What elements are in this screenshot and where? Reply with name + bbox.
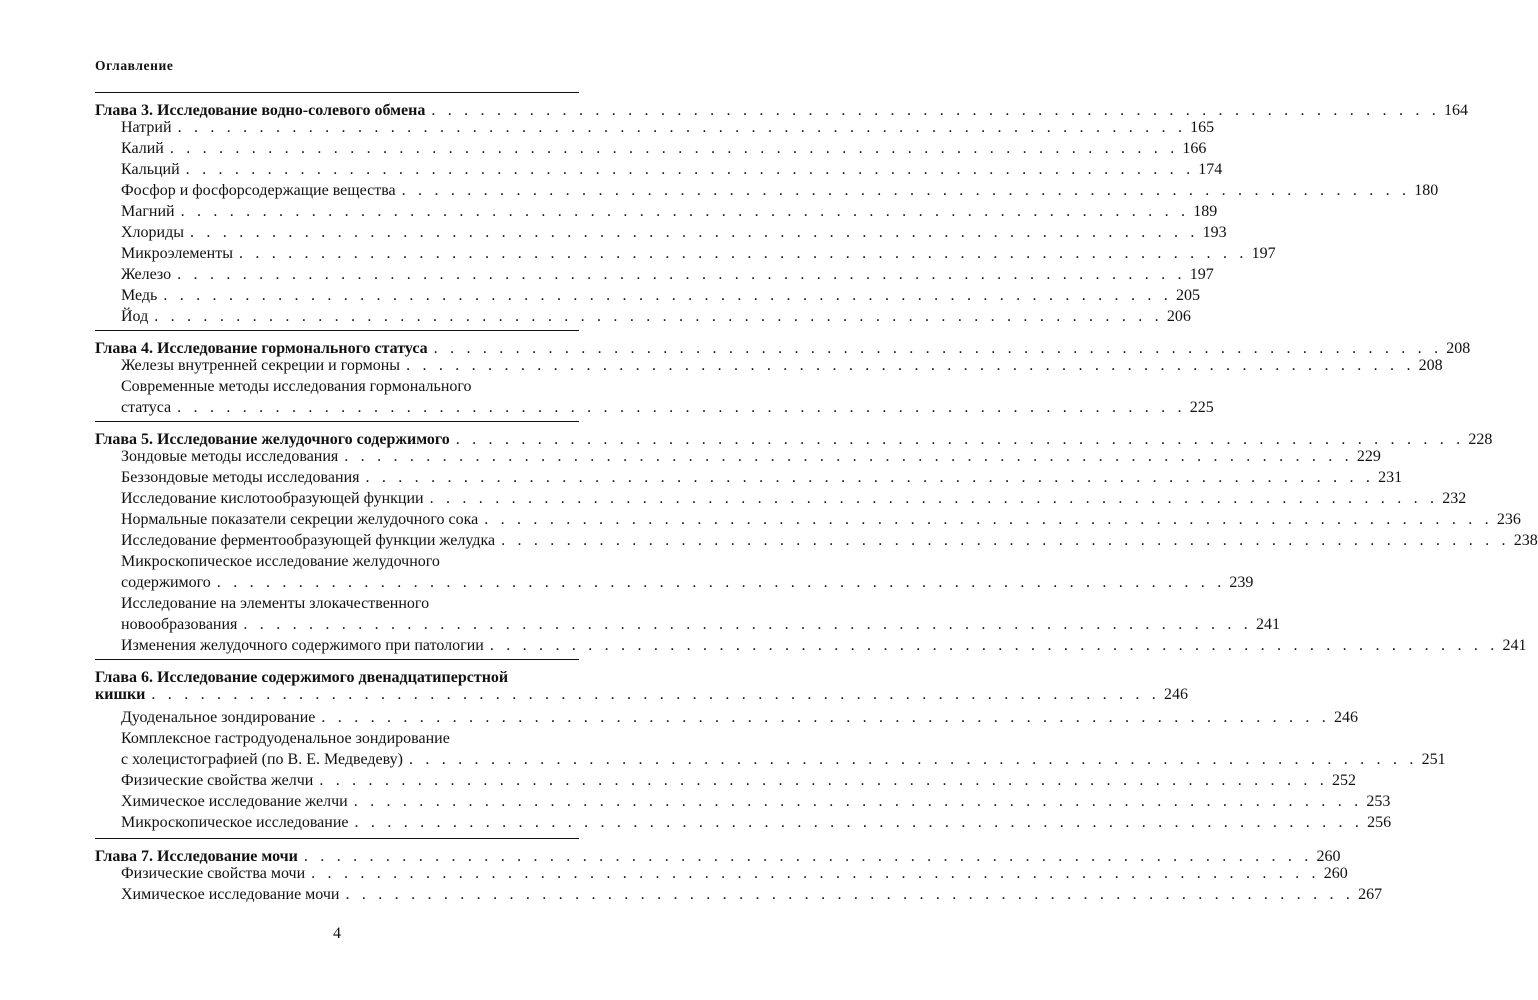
- leader-dots: . . . . . . . . . . . . . . . . . . . . . . . . . . . . . . . . . . . . . . . . . . . . . . . . . . . . . . . . . . . . . .: [484, 511, 1493, 528]
- toc-page-number: 228: [1468, 431, 1493, 448]
- toc-page-number: 208: [1446, 340, 1471, 357]
- toc-entry[interactable]: [95, 813, 1392, 833]
- toc-chapter-6[interactable]: [95, 659, 579, 688]
- toc-page-number: 239: [1229, 574, 1254, 591]
- toc-page-number: 197: [1189, 266, 1214, 283]
- toc-entry[interactable]: [95, 202, 1218, 222]
- toc-page-number: 208: [1418, 357, 1443, 374]
- toc-entry-title: Физические свойства желчи: [121, 772, 314, 789]
- toc-entry[interactable]: [95, 792, 1391, 812]
- toc-entry[interactable]: [95, 398, 1214, 418]
- toc-entry-title: Глава 4. Исследование гормонального статуса: [95, 340, 428, 357]
- toc-entry[interactable]: [95, 223, 1227, 243]
- leader-dots: . . . . . . . . . . . . . . . . . . . . . . . . . . . . . . . . . . . . . . . . . . . . . . . . . . . . . . . . . . . . . .: [177, 266, 1186, 283]
- toc-entry[interactable]: [95, 729, 579, 749]
- leader-dots: . . . . . . . . . . . . . . . . . . . . . . . . . . . . . . . . . . . . . . . . . . . . . . . . . . . . . . . . . . . . . .: [243, 616, 1253, 633]
- toc-page-number: 166: [1182, 140, 1207, 157]
- toc-entry[interactable]: [95, 307, 1191, 327]
- toc-entry-title: статуса: [121, 399, 172, 416]
- leader-dots: . . . . . . . . . . . . . . . . . . . . . . . . . . . . . . . . . . . . . . . . . . . . . . . . . . . . . . . . . . . . . .: [303, 848, 1313, 865]
- toc-entry[interactable]: [95, 160, 1223, 180]
- leader-dots: . . . . . . . . . . . . . . . . . . . . . . . . . . . . . . . . . . . . . . . . . . . . . . . . . . . . . . . . . . . . . .: [345, 886, 1355, 903]
- leader-dots: . . . . . . . . . . . . . . . . . . . . . . . . . . . . . . . . . . . . . . . . . . . . . . . . . . . . . . . . . . . . . .: [177, 399, 1186, 416]
- leader-dots: . . . . . . . . . . . . . . . . . . . . . . . . . . . . . . . . . . . . . . . . . . . . . . . . . . . . . . . . . . . . . .: [154, 308, 1163, 325]
- toc-entry-title: Микроскопическое исследование желудочного: [121, 553, 440, 570]
- toc-page-number: 241: [1502, 637, 1527, 654]
- toc-page-number: 236: [1496, 511, 1521, 528]
- toc-entry-title: Магний: [121, 203, 175, 220]
- toc-entry-title: Исследование на элементы злокачественного: [121, 595, 430, 612]
- leader-dots: . . . . . . . . . . . . . . . . . . . . . . . . . . . . . . . . . . . . . . . . . . . . . . . . . . . . . . . . . . . . . .: [344, 448, 1353, 465]
- toc-chapter-3[interactable]: [95, 92, 1468, 121]
- toc-page-number: 260: [1316, 848, 1341, 865]
- toc-chapter-4[interactable]: [95, 330, 1471, 359]
- toc-page-number: 241: [1256, 616, 1281, 633]
- toc-entry-title: Глава 6. Исследование содержимого двенадцатиперстной: [95, 669, 509, 686]
- leader-dots: . . . . . . . . . . . . . . . . . . . . . . . . . . . . . . . . . . . . . . . . . . . . . . . . . . . . . . . . . . . . . .: [319, 772, 1328, 789]
- toc-entry-title: Калий: [121, 140, 164, 157]
- toc-page-number: 231: [1378, 469, 1403, 486]
- toc-entry-title: Глава 7. Исследование мочи: [95, 848, 298, 865]
- toc-entry-title: Микроэлементы: [121, 245, 233, 262]
- toc-page-number: 193: [1202, 224, 1227, 241]
- toc-entry[interactable]: [95, 531, 1538, 551]
- toc-entry[interactable]: [95, 552, 579, 572]
- toc-page-number: 164: [1443, 102, 1468, 119]
- toc-entry[interactable]: [95, 377, 579, 397]
- toc-entry-title: Фосфор и фосфорсодержащие вещества: [121, 182, 396, 199]
- leader-dots: . . . . . . . . . . . . . . . . . . . . . . . . . . . . . . . . . . . . . . . . . . . . . . . . . . . . . . . . . . . . . .: [408, 751, 1418, 768]
- toc-page-number: 253: [1366, 793, 1391, 810]
- toc-page-number: 246: [1334, 709, 1359, 726]
- leader-dots: . . . . . . . . . . . . . . . . . . . . . . . . . . . . . . . . . . . . . . . . . . . . . . . . . . . . . . . . . . . . . .: [311, 865, 1320, 882]
- toc-entry[interactable]: [95, 265, 1214, 285]
- toc-entry[interactable]: [95, 771, 1356, 791]
- toc-entry[interactable]: [95, 447, 1381, 467]
- toc-entry-title: Современные методы исследования гормонального: [121, 378, 472, 395]
- toc-entry[interactable]: [95, 139, 1207, 159]
- toc-entry-title: Глава 5. Исследование желудочного содержимого: [95, 431, 450, 448]
- toc-entry[interactable]: [95, 615, 1281, 635]
- toc-chapter-6-continued[interactable]: [95, 685, 1188, 705]
- leader-dots: . . . . . . . . . . . . . . . . . . . . . . . . . . . . . . . . . . . . . . . . . . . . . . . . . . . . . . . . . . . . . .: [190, 224, 1199, 241]
- toc-page-number: 238: [1513, 532, 1538, 549]
- leader-dots: . . . . . . . . . . . . . . . . . . . . . . . . . . . . . . . . . . . . . . . . . . . . . . . . . . . . . . . . . . . . . .: [429, 490, 1439, 507]
- toc-entry-title: с холецистографией (по В. Е. Медведеву): [121, 751, 403, 768]
- toc-page-number: 229: [1356, 448, 1381, 465]
- toc-entry-title: Кальций: [121, 161, 180, 178]
- toc-page: [95, 0, 1538, 1000]
- leader-dots: . . . . . . . . . . . . . . . . . . . . . . . . . . . . . . . . . . . . . . . . . . . . . . . . . . . . . . . . . . . . . .: [238, 245, 1248, 262]
- toc-entry-title: Химическое исследование мочи: [121, 886, 340, 903]
- toc-entry-title: Медь: [121, 287, 158, 304]
- toc-chapter-7[interactable]: [95, 838, 1341, 867]
- toc-entry[interactable]: [95, 594, 579, 614]
- toc-page-number: 197: [1251, 245, 1276, 262]
- leader-dots: . . . . . . . . . . . . . . . . . . . . . . . . . . . . . . . . . . . . . . . . . . . . . . . . . . . . . . . . . . . . . .: [151, 686, 1160, 703]
- toc-entry-title: Комплексное гастродуоденальное зондирование: [121, 730, 450, 747]
- toc-entry[interactable]: [95, 118, 1215, 138]
- toc-entry-title: Исследование ферментообразующей функции желудка: [121, 532, 496, 549]
- leader-dots: . . . . . . . . . . . . . . . . . . . . . . . . . . . . . . . . . . . . . . . . . . . . . . . . . . . . . . . . . . . . . .: [406, 357, 1415, 374]
- leader-dots: . . . . . . . . . . . . . . . . . . . . . . . . . . . . . . . . . . . . . . . . . . . . . . . . . . . . . . . . . . . . . .: [489, 637, 1499, 654]
- toc-entry-title: Железо: [121, 266, 172, 283]
- toc-entry-title: Физические свойства мочи: [121, 865, 306, 882]
- leader-dots: . . . . . . . . . . . . . . . . . . . . . . . . . . . . . . . . . . . . . . . . . . . . . . . . . . . . . . . . . . . . . .: [177, 119, 1187, 136]
- leader-dots: . . . . . . . . . . . . . . . . . . . . . . . . . . . . . . . . . . . . . . . . . . . . . . . . . . . . . . . . . . . . . .: [354, 814, 1364, 831]
- toc-page-number: 246: [1164, 686, 1188, 703]
- page-number-footer: 4: [333, 925, 341, 942]
- toc-entry[interactable]: [95, 468, 1403, 488]
- leader-dots: . . . . . . . . . . . . . . . . . . . . . . . . . . . . . . . . . . . . . . . . . . . . . . . . . . . . . . . . . . . . . .: [169, 140, 1179, 157]
- toc-page-number: 260: [1323, 865, 1348, 882]
- toc-entry-title: Йод: [121, 308, 149, 325]
- toc-entry[interactable]: [95, 181, 1439, 201]
- toc-page-number: 256: [1367, 814, 1392, 831]
- toc-entry[interactable]: [95, 864, 1348, 884]
- toc-entry-title: Глава 3. Исследование водно-солевого обмена: [95, 102, 426, 119]
- toc-entry-title: Нормальные показатели секреции желудочного сока: [121, 511, 479, 528]
- toc-page-number: 232: [1442, 490, 1467, 507]
- toc-entry-title: Микроскопическое исследование: [121, 814, 349, 831]
- leader-dots: . . . . . . . . . . . . . . . . . . . . . . . . . . . . . . . . . . . . . . . . . . . . . . . . . . . . . . . . . . . . . .: [501, 532, 1510, 549]
- toc-chapter-5[interactable]: [95, 421, 1493, 450]
- toc-entry[interactable]: [95, 708, 1359, 728]
- toc-page-number: 174: [1198, 161, 1223, 178]
- toc-page-number: 189: [1193, 203, 1218, 220]
- leader-dots: . . . . . . . . . . . . . . . . . . . . . . . . . . . . . . . . . . . . . . . . . . . . . . . . . . . . . . . . . . . . . .: [433, 340, 1443, 357]
- toc-page-number: 252: [1331, 772, 1356, 789]
- toc-entry[interactable]: [95, 510, 1521, 530]
- leader-dots: . . . . . . . . . . . . . . . . . . . . . . . . . . . . . . . . . . . . . . . . . . . . . . . . . . . . . . . . . . . . . .: [431, 102, 1440, 119]
- leader-dots: . . . . . . . . . . . . . . . . . . . . . . . . . . . . . . . . . . . . . . . . . . . . . . . . . . . . . . . . . . . . . .: [180, 203, 1190, 220]
- toc-entry[interactable]: [95, 885, 1383, 905]
- toc-entry[interactable]: [95, 286, 1200, 306]
- leader-dots: . . . . . . . . . . . . . . . . . . . . . . . . . . . . . . . . . . . . . . . . . . . . . . . . . . . . . . . . . . . . . .: [216, 574, 1226, 591]
- toc-entry-title: Исследование кислотообразующей функции: [121, 490, 424, 507]
- running-head: Оглавление: [95, 58, 174, 73]
- toc-page-number: 267: [1358, 886, 1383, 903]
- leader-dots: . . . . . . . . . . . . . . . . . . . . . . . . . . . . . . . . . . . . . . . . . . . . . . . . . . . . . . . . . . . . . .: [163, 287, 1172, 304]
- leader-dots: . . . . . . . . . . . . . . . . . . . . . . . . . . . . . . . . . . . . . . . . . . . . . . . . . . . . . . . . . . . . . .: [353, 793, 1363, 810]
- leader-dots: . . . . . . . . . . . . . . . . . . . . . . . . . . . . . . . . . . . . . . . . . . . . . . . . . . . . . . . . . . . . . .: [455, 431, 1465, 448]
- toc-entry-title: новообразования: [121, 616, 238, 633]
- toc-page-number: 206: [1166, 308, 1191, 325]
- toc-entry-title: Дуоденальное зондирование: [121, 709, 316, 726]
- leader-dots: . . . . . . . . . . . . . . . . . . . . . . . . . . . . . . . . . . . . . . . . . . . . . . . . . . . . . . . . . . . . . .: [321, 709, 1331, 726]
- leader-dots: . . . . . . . . . . . . . . . . . . . . . . . . . . . . . . . . . . . . . . . . . . . . . . . . . . . . . . . . . . . . . .: [365, 469, 1375, 486]
- toc-page-number: 180: [1414, 182, 1439, 199]
- toc-page-number: 165: [1190, 119, 1215, 136]
- toc-entry[interactable]: [95, 573, 1254, 593]
- leader-dots: . . . . . . . . . . . . . . . . . . . . . . . . . . . . . . . . . . . . . . . . . . . . . . . . . . . . . . . . . . . . . .: [401, 182, 1411, 199]
- toc-entry-title: Беззондовые методы исследования: [121, 469, 360, 486]
- toc-entry[interactable]: [95, 356, 1443, 376]
- toc-entry[interactable]: [95, 489, 1467, 509]
- toc-entry[interactable]: [95, 244, 1276, 264]
- toc-entry-title: Зондовые методы исследования: [121, 448, 339, 465]
- toc-entry-title: Железы внутренней секреции и гормоны: [121, 357, 401, 374]
- toc-entry-title: Изменения желудочного содержимого при патологии: [121, 637, 484, 654]
- toc-page-number: 251: [1421, 751, 1446, 768]
- toc-entry-title: кишки: [95, 686, 146, 703]
- toc-entry-title: Химическое исследование желчи: [121, 793, 348, 810]
- leader-dots: . . . . . . . . . . . . . . . . . . . . . . . . . . . . . . . . . . . . . . . . . . . . . . . . . . . . . . . . . . . . . .: [185, 161, 1195, 178]
- toc-entry-title: Хлориды: [121, 224, 184, 241]
- toc-entry-title: Натрий: [121, 119, 172, 136]
- toc-entry[interactable]: [95, 636, 1527, 656]
- toc-entry[interactable]: [95, 750, 1446, 770]
- toc-page-number: 225: [1189, 399, 1214, 416]
- toc-page-number: 205: [1175, 287, 1200, 304]
- toc-entry-title: содержимого: [121, 574, 211, 591]
